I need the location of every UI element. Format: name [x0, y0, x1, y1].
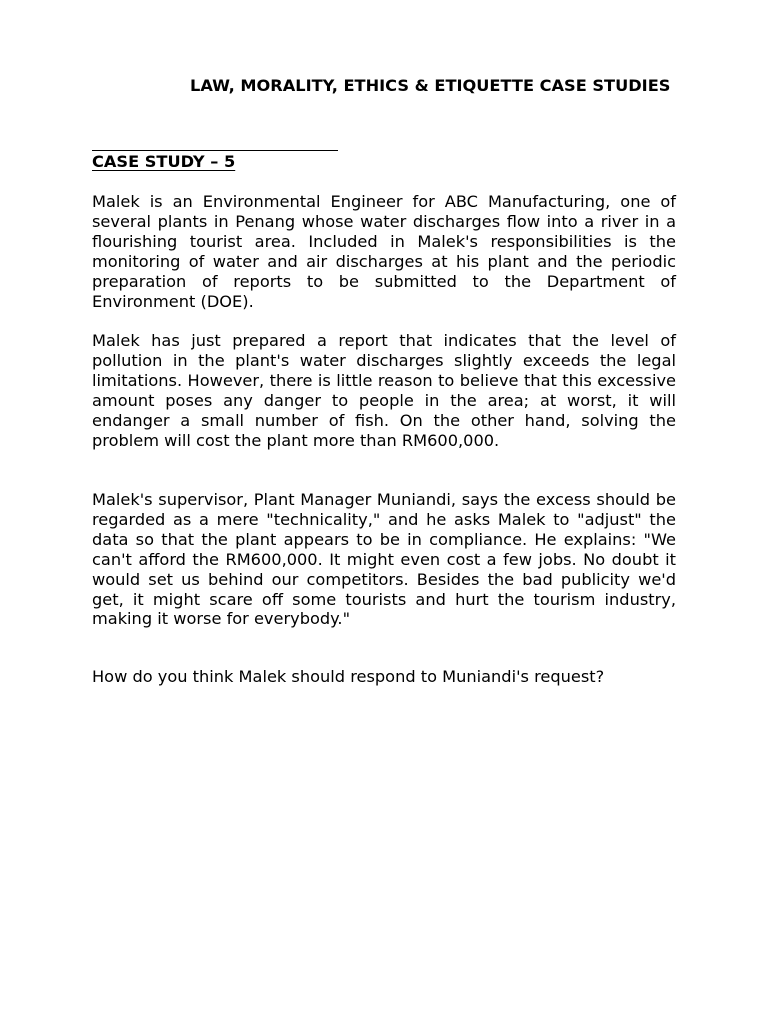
- heading-divider: [92, 150, 338, 151]
- paragraph-report: Malek has just prepared a report that indicates that the level of pollution in the plant's water discharges slightly exceeds the legal limitations. However, there is little reason to believe that this excessive amount poses any danger to people in the area; at worst, it will endanger a small number of fish. On the other hand, solving the problem will cost the plant more than RM600,000.: [92, 331, 676, 450]
- document-page: [92, 0, 676, 1024]
- case-study-heading: CASE STUDY – 5: [92, 152, 236, 171]
- paragraph-supervisor-request: Malek's supervisor, Plant Manager Muniandi, says the excess should be regarded as a mere "technicality," and he asks Malek to "adjust" the data so that the plant appears to be in compliance. He explains: "We can't afford the RM600,000. It might even cost a few jobs. No doubt it would set us behind our competitors. Besides the bad publicity we'd get, it might scare off some tourists and hurt the tourism industry, making it worse for everybody.": [92, 490, 676, 629]
- paragraph-question: How do you think Malek should respond to Muniandi's request?: [92, 667, 605, 686]
- paragraph-intro: Malek is an Environmental Engineer for ABC Manufacturing, one of several plants in Penang whose water discharges flow into a river in a flourishing tourist area. Included in Malek's responsibilities is the monitoring of water and air discharges at his plant and the periodic preparation of reports to be submitted to the Department of Environment (DOE).: [92, 192, 676, 311]
- document-title: LAW, MORALITY, ETHICS & ETIQUETTE CASE STUDIES: [190, 76, 671, 95]
